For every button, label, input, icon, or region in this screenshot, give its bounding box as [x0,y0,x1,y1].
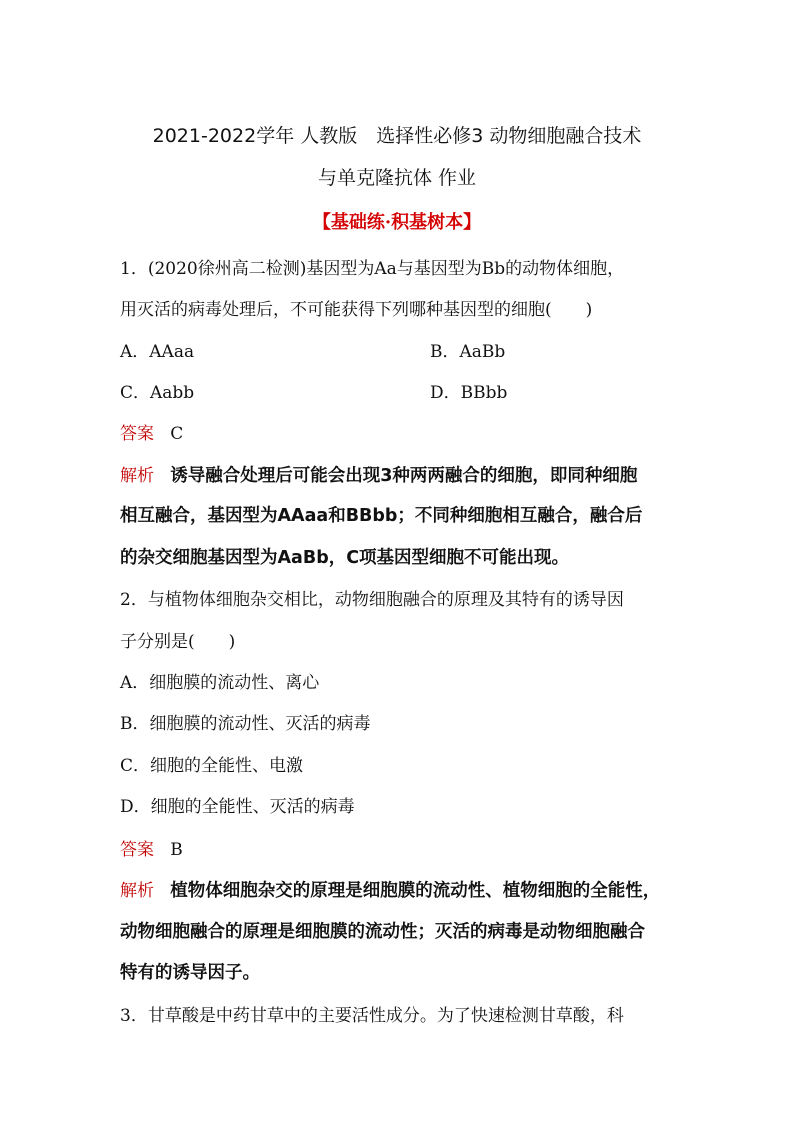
q2-analysis-line-1 [120,876,660,902]
q2-stem-line-2: 子分别是( ) [120,632,236,652]
q1-stem-line-1: 1．(2020徐州高二检测)基因型为Aa与基因型为Bb的动物体细胞， [120,259,625,279]
q1-option-c: C．Aabb [120,383,195,403]
q2-option-c: C．细胞的全能性、电激 [120,756,304,776]
answer-label: 答案 [120,424,154,444]
q2-analysis-line-3: 特有的诱导因子。 [120,963,260,983]
section-heading: 【基础练·积基树本】 [312,212,482,233]
q1-answer [120,419,183,444]
analysis-label: 解析 [120,466,154,486]
q2-stem-line-1: 2．与植物体细胞杂交相比，动物细胞融合的原理及其特有的诱导因 [120,590,624,610]
q2-answer [120,835,183,860]
analysis-label: 解析 [120,881,154,901]
q1-analysis-line-1 [120,461,637,487]
q2-option-d: D．细胞的全能性、灭活的病毒 [120,797,355,817]
title-line-2: 与单克隆抗体 作业 [317,167,477,189]
q2-analysis-text-1: 植物体细胞杂交的原理是细胞膜的流动性、植物细胞的全能性， [170,881,661,901]
q1-answer-value: C [170,424,184,444]
q2-answer-value: B [170,840,183,860]
q1-analysis-text-1: 诱导融合处理后可能会出现3种两两融合的细胞，即同种细胞 [170,466,638,486]
q1-option-d: D．BBbb [430,383,508,403]
q2-option-b: B．细胞膜的流动性、灭活的病毒 [120,714,371,734]
q1-option-b: B．AaBb [430,342,506,362]
q1-stem-line-2: 用灭活的病毒处理后，不可能获得下列哪种基因型的细胞( ) [120,300,593,320]
q1-analysis-line-3: 的杂交细胞基因型为AaBb，C项基因型细胞不可能出现。 [120,548,570,568]
title-line-1: 2021-2022学年 人教版 选择性必修3 动物细胞融合技术 [152,125,642,147]
q1-analysis-line-2: 相互融合，基因型为AAaa和BBbb；不同种细胞相互融合，融合后 [120,506,643,526]
q2-analysis-line-2: 动物细胞融合的原理是细胞膜的流动性；灭活的病毒是动物细胞融合 [120,922,645,942]
q3-stem-line-1: 3．甘草酸是中药甘草中的主要活性成分。为了快速检测甘草酸，科 [120,1006,624,1026]
answer-label: 答案 [120,840,154,860]
q2-option-a: A．细胞膜的流动性、离心 [120,673,320,693]
q1-option-a: A．AAaa [120,342,195,362]
